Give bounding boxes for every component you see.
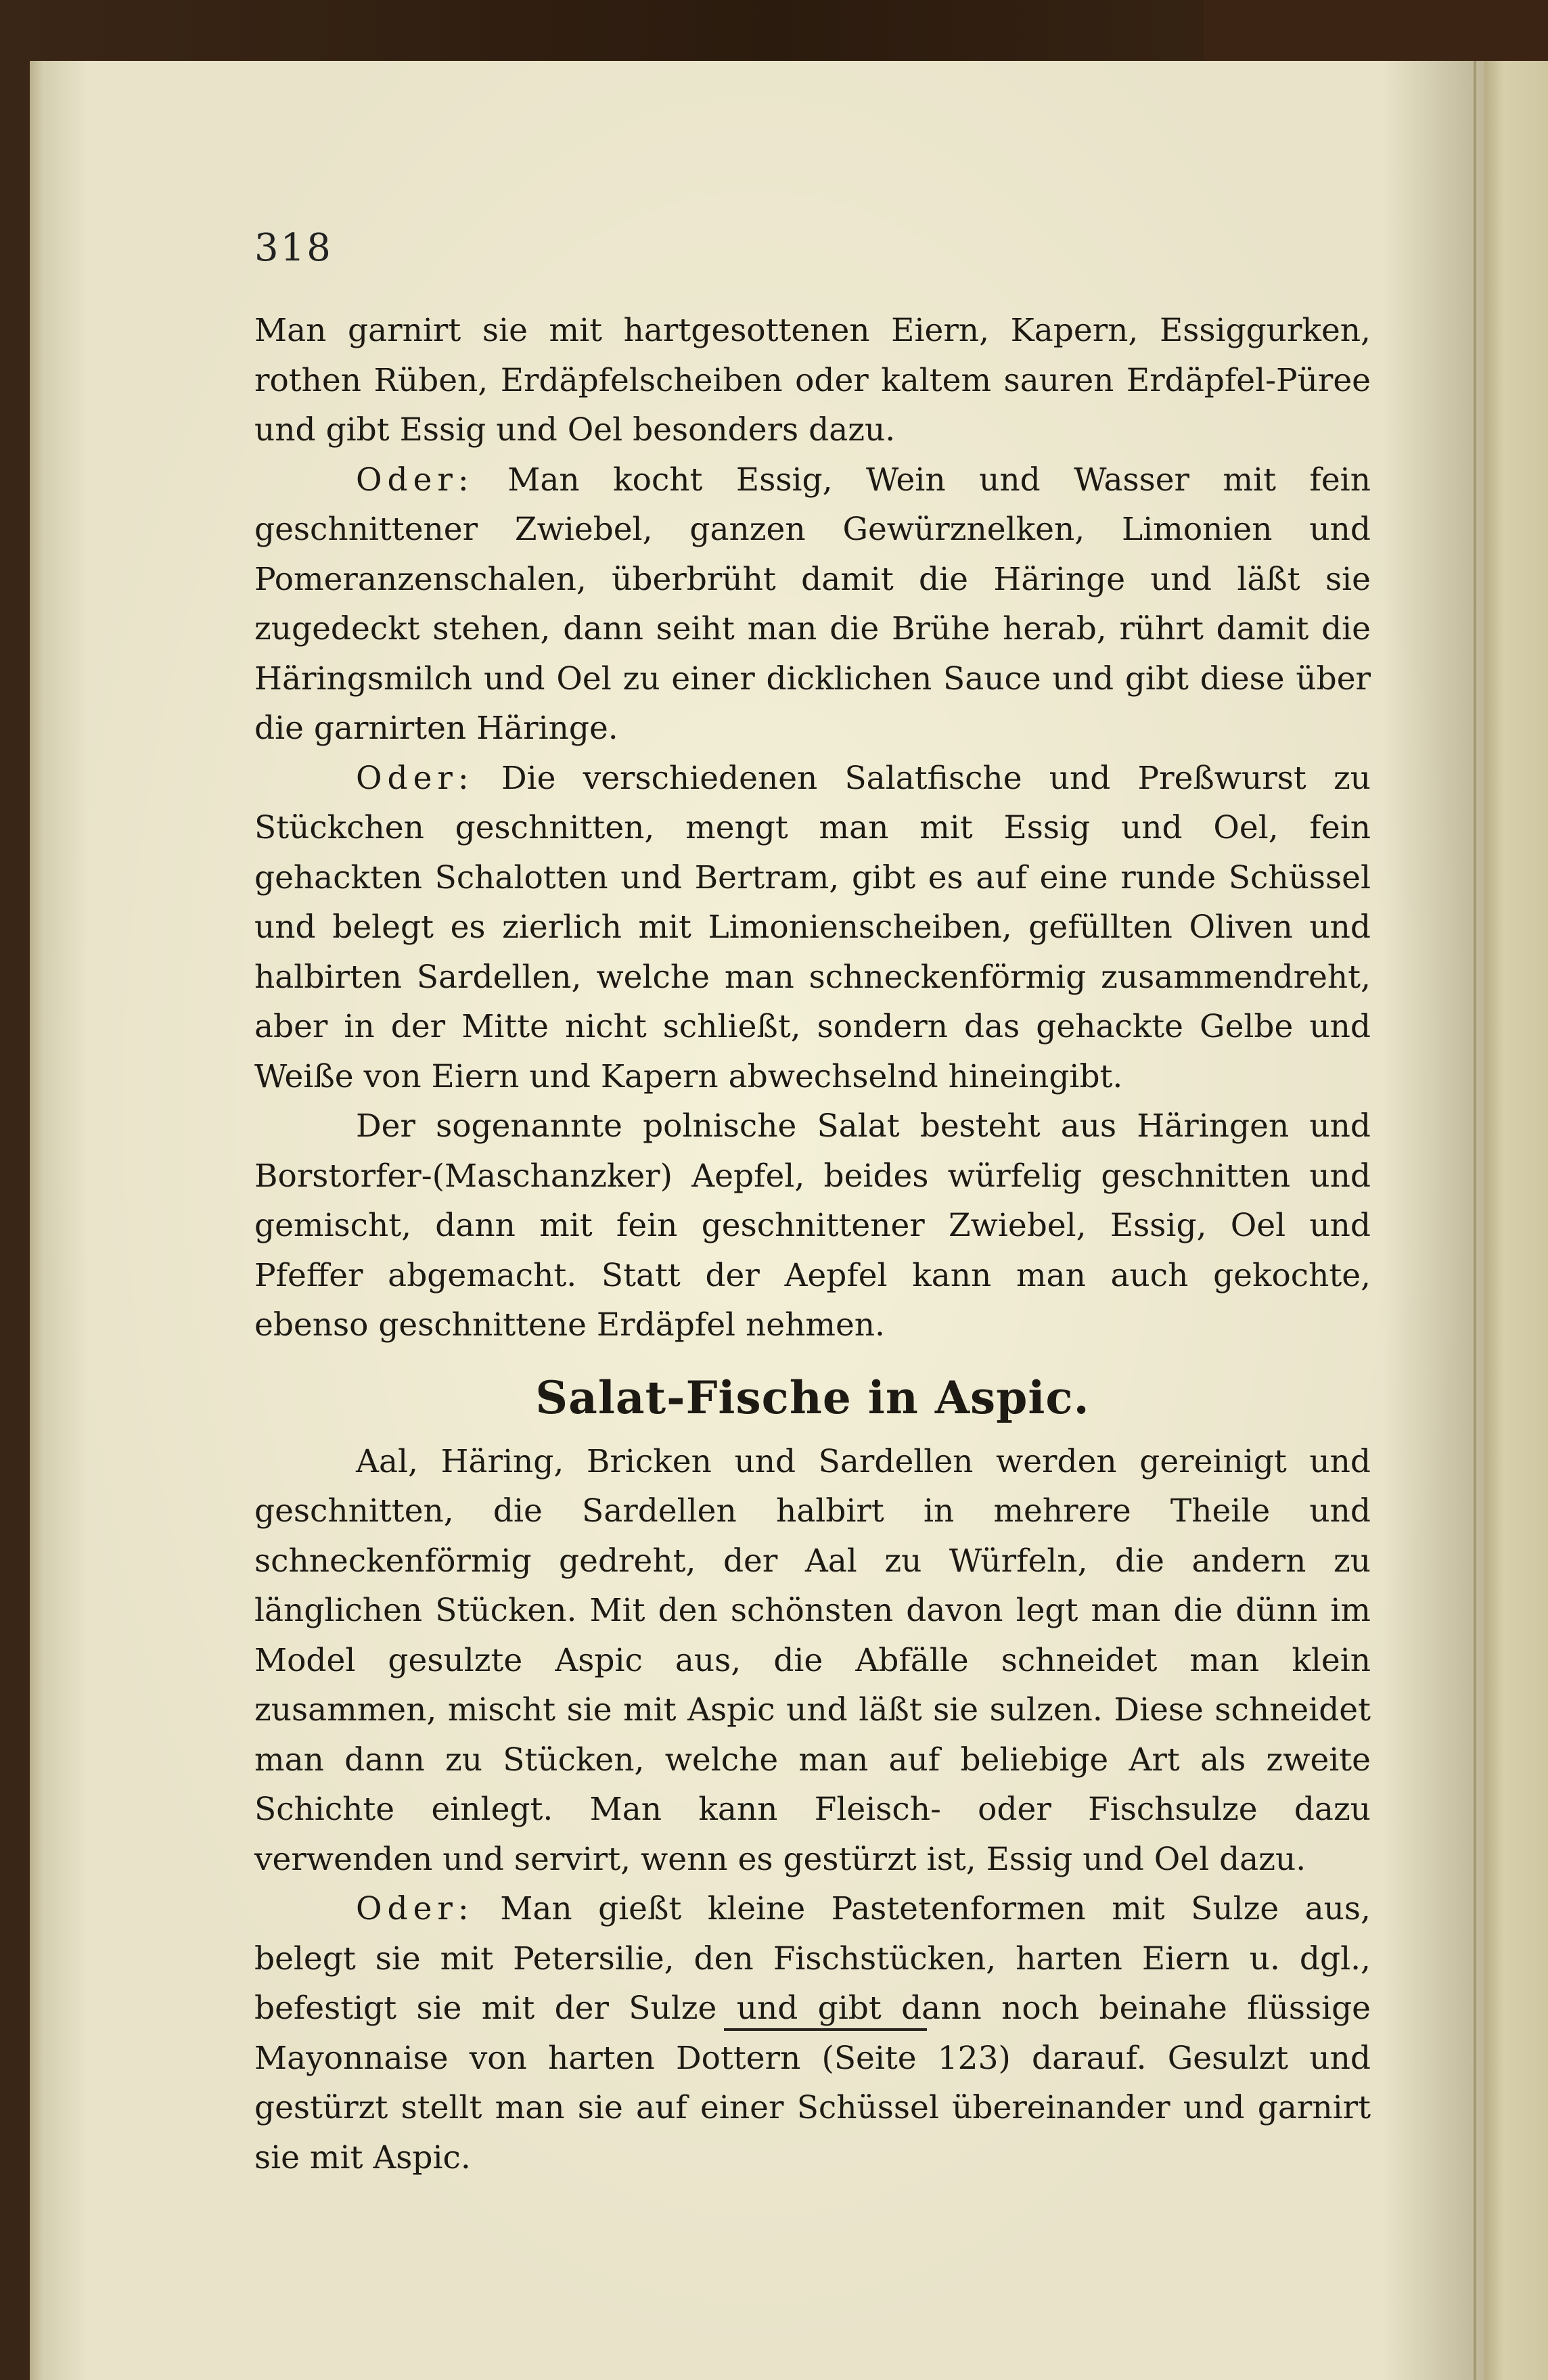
paragraph — [254, 1437, 1371, 1885]
paragraph-text: Der sogenannte polnische Salat besteht aus Häringen und Borstorfer-(Maschanzker) Aepfel, beides würfelig geschnitten und gemischt, dann mit fein geschnittener Zwiebel, Essig, Oel und Pfeffer abgemacht. Statt der Aepfel kann man auch gekochte, ebenso geschnittene Erdäpfel nehmen. — [254, 1107, 1371, 1344]
paragraph — [254, 306, 1371, 455]
book-cover-corner — [1204, 0, 1548, 61]
paragraph-lead: Oder: — [356, 461, 474, 499]
page-gutter — [30, 61, 45, 2380]
paragraph — [254, 1101, 1371, 1350]
paragraph-lead: Oder: — [356, 759, 474, 797]
paragraph-text: Aal, Häring, Bricken und Sardellen werden gereinigt und geschnitten, die Sardellen halbirt in mehrere Theile und schneckenförmig gedreht, der Aal zu Würfeln, die andern zu länglichen Stücken. Mit den schönsten davon legt man die dünn im Model gesulzte Aspic aus, die Abfälle schneidet man klein zusammen, mischt sie mit Aspic und läßt sie sulzen. Diese schneidet man dann zu Stücken, welche man auf beliebige Art als zweite Schichte einlegt. Man kann Fleisch- oder Fischsulze dazu verwenden und servirt, wenn es gestürzt ist, Essig und Oel dazu. — [254, 1442, 1371, 1878]
page-number: 318 — [254, 226, 333, 270]
paragraph-text: Man gießt kleine Pastetenformen mit Sulze aus, belegt sie mit Petersilie, den Fischstücken, harten Eiern u. dgl., befestigt sie mit der Sulze und gibt dann noch beinahe flüssige Mayonnaise von harten Dottern (Seite 123) darauf. Gesulzt und gestürzt stellt man sie auf einer Schüssel übereinander und garnirt sie mit Aspic. — [254, 1890, 1371, 2176]
paragraph — [254, 455, 1371, 754]
section-end-rule — [724, 2028, 927, 2031]
paragraph — [254, 1884, 1371, 2182]
page-fold-line — [1474, 61, 1476, 2380]
section-heading: Salat-Fische in Aspic. — [535, 1371, 1090, 1424]
paragraph — [254, 754, 1371, 1102]
page-text — [254, 306, 1371, 2182]
paragraph-text: Man kocht Essig, Wein und Wasser mit fein geschnittener Zwiebel, ganzen Gewürznelken, Limonien und Pomeranzenschalen, überbrüht damit die Häringe und läßt sie zugedeckt stehen, dann seiht man die Brühe herab, rührt damit die Häringsmilch und Oel zu einer dicklichen Sauce und gibt diese über die garnirten Häringe. — [254, 461, 1371, 747]
paragraph-text: Die verschiedenen Salatfische und Preßwurst zu Stückchen geschnitten, mengt man mit Essig und Oel, fein gehackten Schalotten und Bertram, gibt es auf eine runde Schüssel und belegt es zierlich mit Limonienscheiben, gefüllten Oliven und halbirten Sardellen, welche man schneckenförmig zusammendreht, aber in der Mitte nicht schließt, sondern das gehackte Gelbe und Weiße von Eiern und Kapern abwechselnd hineingibt. — [254, 759, 1371, 1095]
paragraph-lead: Oder: — [356, 1890, 474, 1927]
next-page-edge — [1484, 61, 1548, 2380]
paragraph-text: Man garnirt sie mit hartgesottenen Eiern, Kapern, Essiggurken, rothen Rüben, Erdäpfelscheiben oder kaltem sauren Erdäpfel-Püree und gibt Essig und Oel besonders dazu. — [254, 312, 1371, 449]
